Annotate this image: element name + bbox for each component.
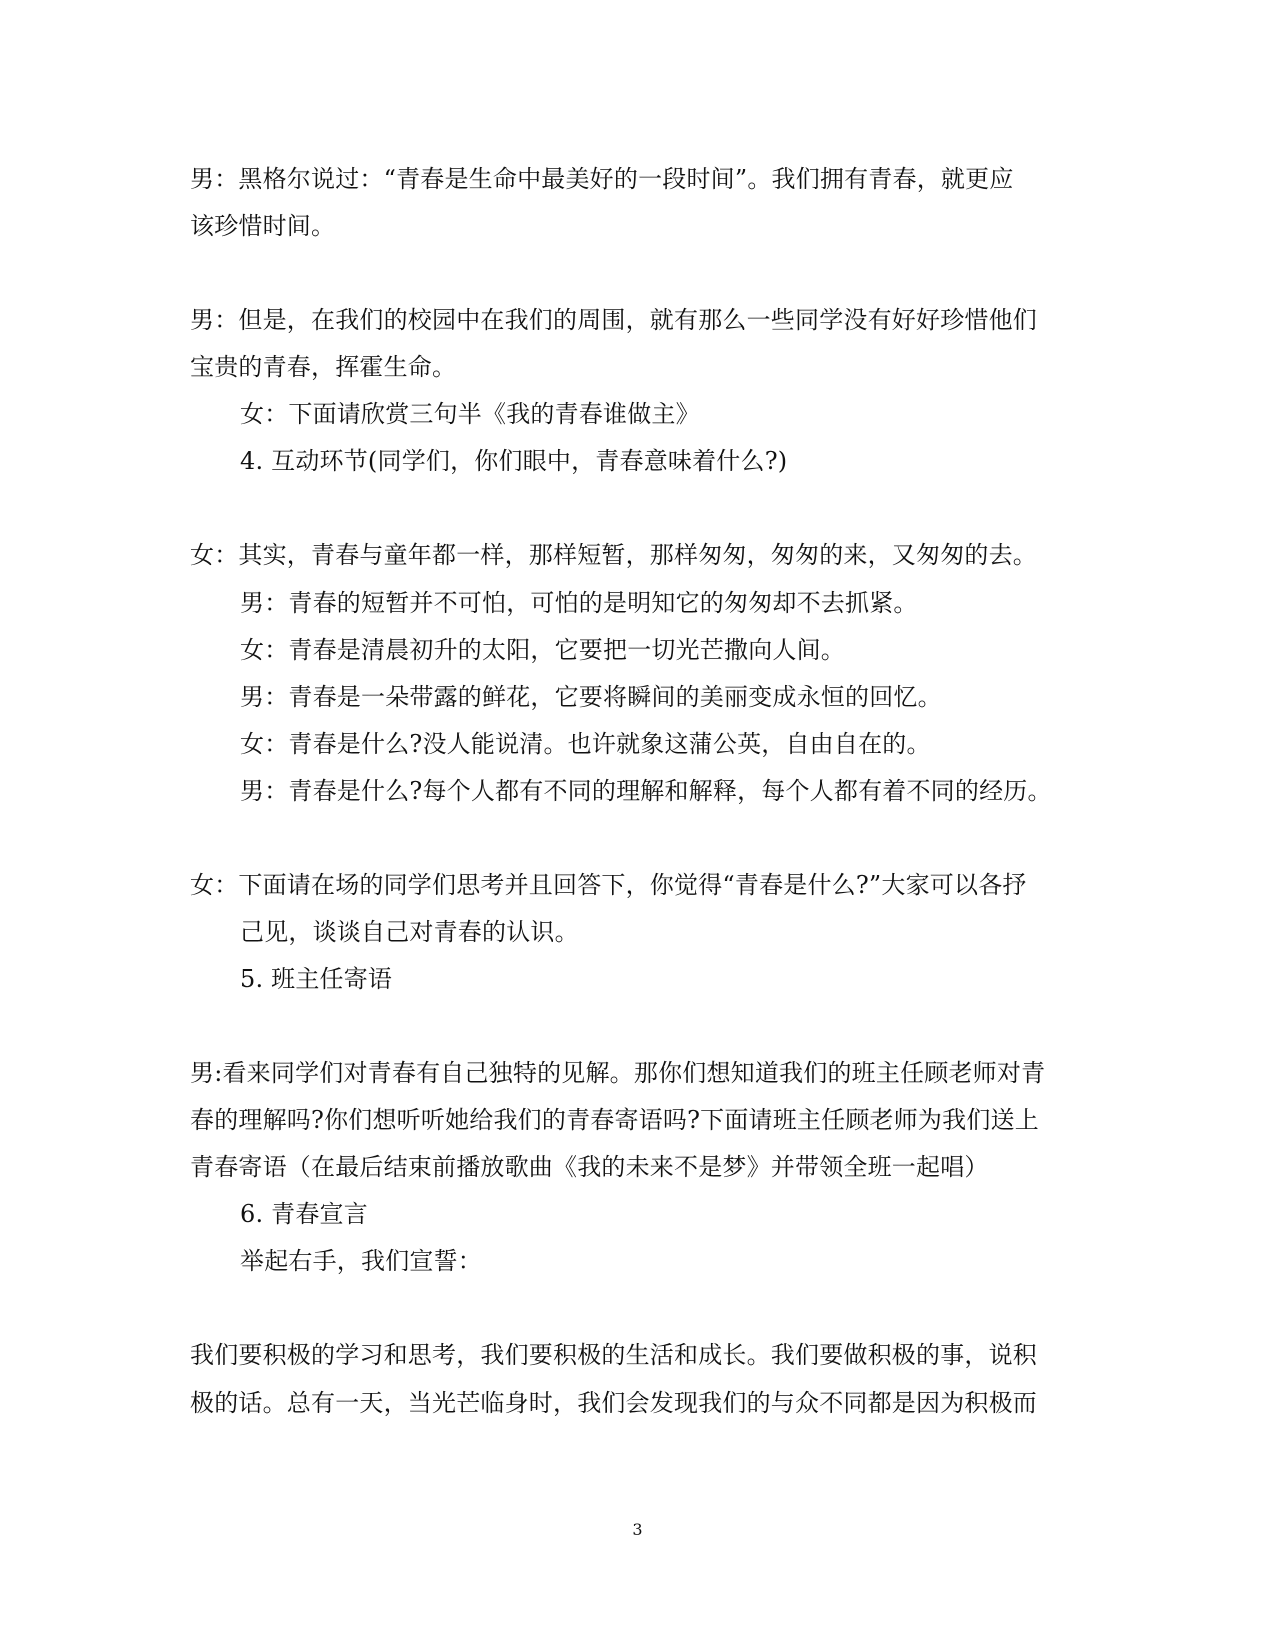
text-line: 男：青春是一朵带露的鲜花，它要将瞬间的美丽变成永恒的回忆。 <box>240 683 942 711</box>
text-line: 女：其实，青春与童年都一样，那样短暂，那样匆匆，匆匆的来，又匆匆的去。 <box>190 541 1037 569</box>
text-line: 己见，谈谈自己对青春的认识。 <box>240 918 579 946</box>
text-line: 男：青春是什么?每个人都有不同的理解和解释，每个人都有着不同的经历。 <box>240 777 1052 805</box>
text-line: 宝贵的青春，挥霍生命。 <box>190 353 457 381</box>
page-number: 3 <box>632 1520 643 1539</box>
text-line: 男：黑格尔说过：“青春是生命中最美好的一段时间”。我们拥有青春，就更应 <box>190 165 1014 193</box>
section-heading: 5. 班主任寄语 <box>240 965 393 993</box>
text-line: 春的理解吗?你们想听听她给我们的青春寄语吗?下面请班主任顾老师为我们送上 <box>190 1106 1039 1134</box>
text-line: 男：青春的短暂并不可怕，可怕的是明知它的匆匆却不去抓紧。 <box>240 589 918 617</box>
text-line: 4. 互动环节(同学们，你们眼中，青春意味着什么?) <box>240 447 788 475</box>
text-line: 该珍惜时间。 <box>190 212 336 240</box>
text-line: 男:看来同学们对青春有自己独特的见解。那你们想知道我们的班主任顾老师对青 <box>190 1059 1046 1087</box>
text-line: 男：但是，在我们的校园中在我们的周围，就有那么一些同学没有好好珍惜他们 <box>190 306 1037 334</box>
text-line: 我们要积极的学习和思考，我们要积极的生活和成长。我们要做积极的事，说积 <box>190 1341 1037 1369</box>
text-line: 极的话。总有一天，当光芒临身时，我们会发现我们的与众不同都是因为积极而 <box>190 1389 1037 1417</box>
text-line: 女：下面请欣赏三句半《我的青春谁做主》 <box>240 400 700 428</box>
text-line: 女：下面请在场的同学们思考并且回答下，你觉得“青春是什么?”大家可以各抒 <box>190 871 1027 899</box>
text-line: 举起右手，我们宣誓： <box>240 1247 482 1275</box>
text-line: 女：青春是清晨初升的太阳，它要把一切光芒撒向人间。 <box>240 636 845 664</box>
text-line: 女：青春是什么?没人能说清。也许就象这蒲公英，自由自在的。 <box>240 730 931 758</box>
section-heading: 6. 青春宣言 <box>240 1200 368 1228</box>
text-line: 青春寄语（在最后结束前播放歌曲《我的未来不是梦》并带领全班一起唱） <box>190 1153 989 1181</box>
